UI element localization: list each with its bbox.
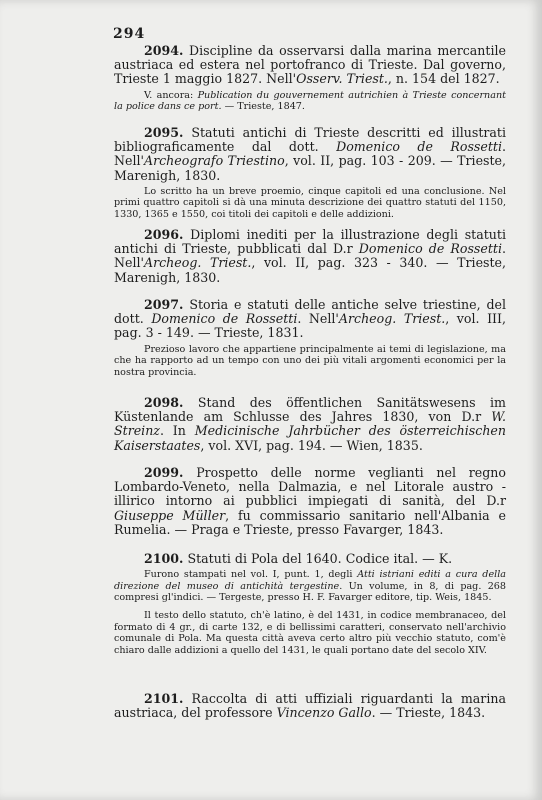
- entry-text: 2094. Discipline da osservarsi dalla marina mercantile austriaca ed estera nel portofranco di Trieste. Dal governo, Trieste 1 maggio 1827. Nell'Osserv. Triest., n. 154 del 1827.: [114, 43, 506, 87]
- entry-text: 2101. Raccolta di atti uffiziali riguardanti la marina austriaca, del professore Vincenzo Gallo. — Trieste, 1843.: [114, 691, 506, 721]
- entry-2101: [114, 692, 506, 720]
- entry-text: 2097. Storia e statuti delle antiche selve triestine, del dott. Domenico de Rossetti. Nell'Archeog. Triest., vol. III, pag. 3 - 149. — Trieste, 1831.: [114, 297, 507, 341]
- entry-text: 2100. Statuti di Pola del 1640. Codice ital. — K.: [144, 551, 453, 566]
- page-number: 294: [113, 26, 146, 42]
- entry-2099: [114, 466, 506, 537]
- entry-note: Lo scritto ha un breve proemio, cinque capitoli ed una conclusione. Nel primi quattro capitoli si dà una minuta descrizione dei quattro statuti del 1150, 1330, 1365 e 1550, coi titoli dei capitoli e delle addizioni.: [114, 185, 506, 220]
- entry-2094: [114, 44, 506, 113]
- entry-2100: [114, 552, 506, 656]
- entry-text: 2096. Diplomi inediti per la illustrazione degli statuti antichi di Trieste, pubblicati dal D.r Domenico de Rossetti. Nell'Archeog. Triest., vol. II, pag. 323 - 340. — Trieste, Marenigh, 1830.: [114, 227, 506, 285]
- entry-text: 2095. Statuti antichi di Trieste descritti ed illustrati bibliograficamente dal dott. Domenico de Rossetti. Nell'Archeografo Triestino, vol. II, pag. 103 - 209. — Trieste, Marenigh, 1830.: [114, 125, 507, 183]
- entry-text: 2099. Prospetto delle norme veglianti nel regno Lombardo-Veneto, nella Dalmazia, e nel Litorale austro - illirico intorno ai pubblici impiegati di sanità, del D.r Giuseppe Müller, fu commissario sanitario nell'Albania e Rumelia. — Praga e Trieste, presso Favarger, 1843.: [114, 465, 506, 537]
- entry-2097: [114, 298, 506, 378]
- entry-note: V. ancora: Publication du gouvernement autrichien à Trieste concernant la police dans ce port. — Trieste, 1847.: [114, 89, 506, 113]
- entry-note: Furono stampati nel vol. I, punt. 1, degli Atti istriani editi a cura della direzione del museo di antichità tergestine. Un volume, in 8, di pag. 268 compresi gl'indici. — Tergeste, presso H. F. Favarger editore, tip. Weis, 1845.: [114, 569, 507, 604]
- entry-2096: [114, 228, 506, 285]
- entry-note-2: Il testo dello statuto, ch'è latino, è del 1431, in codice membranaceo, del formato di 4 gr., di carte 132, e di bellissimi caratteri, conservato nell'archivio comunale di Pola. Ma questa città aveva certo altro più vecchio statuto, com'è chiaro dalle addizioni a quello del 1431, le quali portano date del secolo XIV.: [114, 609, 506, 656]
- entry-2098: [114, 396, 506, 453]
- entry-2095: [114, 126, 506, 221]
- entry-note: Prezioso lavoro che appartiene principalmente ai temi di legislazione, ma che ha rapporto ad un tempo con uno dei più vitali argomenti economici per la nostra provincia.: [114, 343, 506, 378]
- entry-text: 2098. Stand des öffentlichen Sanitätswesens im Küstenlande am Schlusse des Jahres 1830, von D.r W. Streinz. In Medicinische Jahrbücher des österreichischen Kaiserstaates, vol. XVI, pag. 194. — Wien, 1835.: [114, 395, 506, 453]
